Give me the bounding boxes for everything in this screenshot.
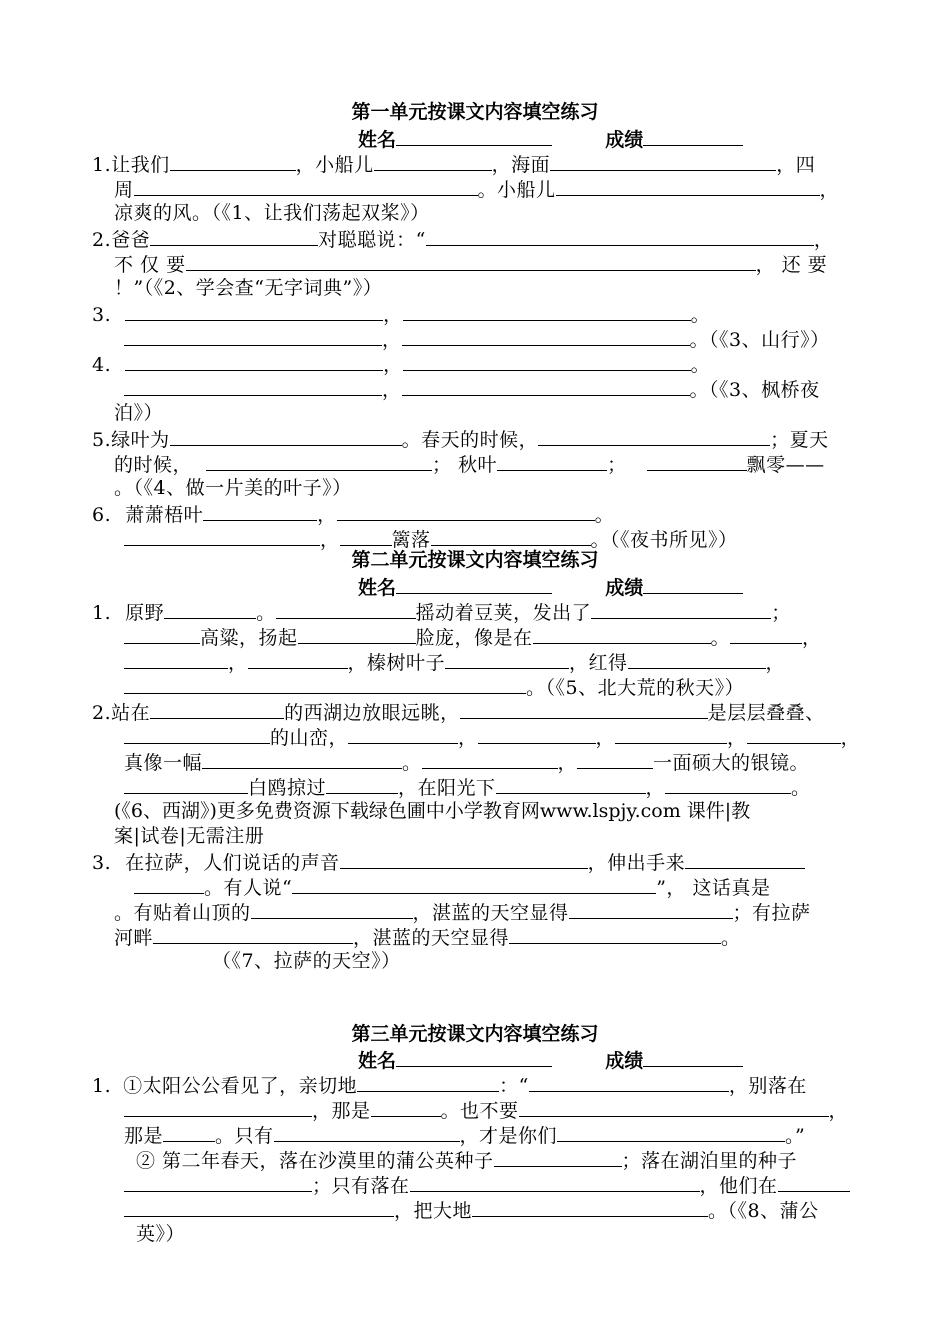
u1-q3-line1 xyxy=(92,301,710,328)
score-blank[interactable] xyxy=(643,126,743,146)
fill-blank[interactable] xyxy=(494,1147,622,1167)
text: 白鸥掠过 xyxy=(248,777,327,799)
u1-q4-line1 xyxy=(92,351,710,378)
fill-blank[interactable] xyxy=(340,849,588,869)
name-blank[interactable] xyxy=(396,126,552,146)
u2-q3-line3 xyxy=(114,899,811,926)
fill-blank[interactable] xyxy=(164,599,256,619)
text: 泊》） xyxy=(114,402,164,424)
text: 。 xyxy=(690,354,711,376)
fill-blank[interactable] xyxy=(124,376,382,396)
fill-blank[interactable] xyxy=(153,924,353,944)
text: 河畔 xyxy=(114,927,154,949)
text: 的西湖边放眼远眺， xyxy=(284,702,460,724)
fill-blank[interactable] xyxy=(402,326,690,346)
fill-blank[interactable] xyxy=(497,451,607,471)
text: ， xyxy=(320,529,340,551)
text: ：“ xyxy=(499,1075,529,1097)
text: 。也不要 xyxy=(440,1100,519,1122)
text: 凉爽的风。（《1、让我们荡起双桨》） xyxy=(114,202,430,224)
text: ② 第二年春天，落在沙漠里的蒲公英种子 xyxy=(136,1150,494,1172)
fill-blank[interactable] xyxy=(357,1072,499,1092)
fill-blank[interactable] xyxy=(124,674,526,694)
text: ，那是 xyxy=(312,1100,371,1122)
fill-blank[interactable] xyxy=(591,599,771,619)
score-blank[interactable] xyxy=(643,574,743,594)
u2-q2-line5 xyxy=(114,799,750,824)
u2-q2-line2 xyxy=(124,724,860,751)
name-label: 姓名 xyxy=(358,577,397,599)
text: ；有拉萨 xyxy=(732,902,811,924)
name-blank[interactable] xyxy=(396,1047,552,1067)
name-label: 姓名 xyxy=(358,129,397,151)
fill-blank[interactable] xyxy=(422,749,558,769)
fill-blank[interactable] xyxy=(203,501,317,521)
text: ，红得 xyxy=(569,652,628,674)
text: ， xyxy=(228,652,248,674)
score-blank[interactable] xyxy=(643,1047,743,1067)
text: ， xyxy=(382,329,402,351)
text: 篱落 xyxy=(391,529,431,551)
fill-blank[interactable] xyxy=(529,1072,729,1092)
text: 。只有 xyxy=(215,1125,274,1147)
fill-blank[interactable] xyxy=(445,649,569,669)
text: 那是 xyxy=(124,1125,164,1147)
question-number: 1. xyxy=(92,602,112,624)
text: 。有贴着山顶的 xyxy=(114,902,251,924)
text: ；夏天 xyxy=(770,429,829,451)
score-label: 成绩 xyxy=(605,129,644,151)
u3-q1-line4 xyxy=(136,1147,797,1174)
fill-blank[interactable] xyxy=(248,649,348,669)
fill-blank[interactable] xyxy=(124,1172,312,1192)
text: 周 xyxy=(114,179,134,201)
text: 对聪聪说：“ xyxy=(318,229,426,251)
text: 。 xyxy=(791,777,811,799)
fill-blank[interactable] xyxy=(124,1097,312,1117)
text: 。（《夜书所见》） xyxy=(590,529,738,551)
text: 英》） xyxy=(136,1223,186,1245)
fill-blank[interactable] xyxy=(337,501,595,521)
unit2-name-score-row xyxy=(358,574,743,601)
question-number: 4. xyxy=(92,354,112,376)
text: ； xyxy=(607,454,627,476)
fill-blank[interactable] xyxy=(647,451,747,471)
fill-blank[interactable] xyxy=(170,151,296,171)
text: ， xyxy=(383,304,403,326)
text: ，才是你们 xyxy=(459,1125,558,1147)
fill-blank[interactable] xyxy=(628,649,766,669)
text: ， xyxy=(458,727,478,749)
text: 摇动着豆荚，发出了 xyxy=(415,602,592,624)
fill-blank[interactable] xyxy=(134,176,478,196)
fill-blank[interactable] xyxy=(340,526,392,546)
u2-q2-line1 xyxy=(92,699,825,726)
text: ， xyxy=(813,229,834,251)
u2-q3-line1 xyxy=(92,849,805,876)
u3-q1-line3 xyxy=(124,1122,805,1149)
text: 。 xyxy=(594,504,615,526)
question-number: 2. xyxy=(92,702,112,724)
u2-q2-line6 xyxy=(114,824,264,849)
fill-blank[interactable] xyxy=(124,774,248,794)
fill-blank[interactable] xyxy=(509,924,721,944)
u2-q2-line3 xyxy=(124,749,809,776)
text: 站在 xyxy=(111,702,151,724)
text: ， xyxy=(727,727,747,749)
fill-blank[interactable] xyxy=(730,624,802,644)
u1-q2-line1 xyxy=(92,226,833,253)
fill-blank[interactable] xyxy=(665,774,791,794)
text: 的山峦， xyxy=(270,727,349,749)
text: 原野 xyxy=(125,602,165,624)
text: ， xyxy=(819,179,840,201)
u1-q5-line1 xyxy=(92,426,829,453)
text: 飘零—— xyxy=(746,454,825,476)
fill-blank[interactable] xyxy=(298,624,416,644)
text: 。 xyxy=(710,627,731,649)
score-label: 成绩 xyxy=(605,577,644,599)
fill-blank[interactable] xyxy=(569,899,733,919)
u1-q1-line3 xyxy=(114,201,430,226)
fill-blank[interactable] xyxy=(538,426,770,446)
fill-blank[interactable] xyxy=(550,151,776,171)
text: ， xyxy=(317,504,337,526)
name-blank[interactable] xyxy=(396,574,552,594)
text: 是层层叠叠、 xyxy=(707,702,825,724)
text: ，榛树叶子 xyxy=(347,652,446,674)
u1-q5-line2 xyxy=(114,451,825,478)
fill-blank[interactable] xyxy=(124,526,320,546)
text: 让我们 xyxy=(111,154,170,176)
u3-q1-line1 xyxy=(92,1072,807,1099)
text: ①太阳公公看见了，亲切地 xyxy=(123,1075,358,1097)
text: 萧萧梧叶 xyxy=(125,504,204,526)
text: 。（《5、北大荒的秋天》） xyxy=(526,677,745,699)
fill-blank[interactable] xyxy=(206,451,432,471)
text: ！”（《2、学会查“无字词典”》） xyxy=(114,277,383,299)
fill-blank[interactable] xyxy=(556,176,820,196)
text: 。有人说“ xyxy=(204,877,293,899)
text: （《7、拉萨的天空》） xyxy=(212,950,401,972)
question-number: 6. xyxy=(92,504,112,526)
text: ， xyxy=(645,777,666,799)
fill-blank[interactable] xyxy=(292,874,656,894)
text: 。 xyxy=(402,752,422,774)
text: ，他们在 xyxy=(699,1175,778,1197)
text: 不 仅 要 xyxy=(114,254,186,276)
fill-blank[interactable] xyxy=(374,151,492,171)
text: ，在阳光下 xyxy=(398,777,496,799)
fill-blank[interactable] xyxy=(403,301,691,321)
text: ”， 这话真是 xyxy=(656,877,771,899)
text: ， xyxy=(828,1100,849,1122)
text: ， xyxy=(382,379,402,401)
text: ，把大地 xyxy=(394,1200,473,1222)
fill-blank[interactable] xyxy=(402,376,690,396)
text: 。 xyxy=(690,304,711,326)
fill-blank[interactable] xyxy=(557,1122,785,1142)
question-number: 5. xyxy=(92,429,112,451)
u2-q2-line4 xyxy=(124,774,811,801)
u3-q1-line2 xyxy=(124,1097,848,1124)
unit3-title: 第三单元按课文内容填空练习 xyxy=(351,1023,599,1045)
name-label: 姓名 xyxy=(358,1050,397,1072)
fill-blank[interactable] xyxy=(125,351,383,371)
fill-blank[interactable] xyxy=(778,1172,850,1192)
text: (《6、西湖》)更多免费资源下载绿色圃中小学教育网www.lspjy.com 课件|教 xyxy=(114,800,751,822)
u2-q1-line2 xyxy=(124,624,822,651)
fill-blank[interactable] xyxy=(685,849,805,869)
fill-blank[interactable] xyxy=(251,899,413,919)
fill-blank[interactable] xyxy=(577,749,653,769)
text: 。” xyxy=(785,1125,806,1147)
text: ，海面 xyxy=(491,154,551,176)
u1-q2-line3 xyxy=(114,276,382,301)
text: ， xyxy=(840,727,861,749)
question-number: 3. xyxy=(92,304,112,326)
fill-blank[interactable] xyxy=(431,526,591,546)
text: ，四 xyxy=(776,154,816,176)
text: 。（《8、蒲公 xyxy=(708,1200,819,1222)
text: ；只有落在 xyxy=(312,1175,410,1197)
text: ， xyxy=(802,627,822,649)
u1-q2-line2 xyxy=(114,251,827,278)
text: ， 还 要 xyxy=(755,254,828,276)
text: 案|试卷|无需注册 xyxy=(114,825,265,847)
text: 真像一幅 xyxy=(124,752,203,774)
fill-blank[interactable] xyxy=(533,624,711,644)
fill-blank[interactable] xyxy=(478,724,596,744)
u2-q3-line4 xyxy=(114,924,741,951)
u1-q1-line2 xyxy=(114,176,839,203)
text: ， xyxy=(383,354,403,376)
u2-q3-line5 xyxy=(212,949,401,974)
fill-blank[interactable] xyxy=(124,724,270,744)
fill-blank[interactable] xyxy=(747,724,841,744)
unit1-name-score-row xyxy=(358,126,743,153)
text: ， xyxy=(595,727,616,749)
text: ，别落在 xyxy=(728,1075,807,1097)
fill-blank[interactable] xyxy=(371,1097,441,1117)
u2-q1-line3 xyxy=(124,649,785,676)
fill-blank[interactable] xyxy=(410,1172,700,1192)
u3-q1-line5 xyxy=(124,1172,850,1199)
u3-q1-line7 xyxy=(136,1222,185,1247)
fill-blank[interactable] xyxy=(519,1097,829,1117)
text: 的时候， xyxy=(114,454,193,476)
text: 。 xyxy=(256,602,276,624)
text: 。（《3、枫桥夜 xyxy=(689,379,820,401)
fill-blank[interactable] xyxy=(124,326,382,346)
fill-blank[interactable] xyxy=(124,649,228,669)
unit1-title: 第一单元按课文内容填空练习 xyxy=(351,101,599,123)
text: 绿叶为 xyxy=(111,429,170,451)
text: 。 xyxy=(721,927,741,949)
text: 。小船儿 xyxy=(477,179,556,201)
fill-blank[interactable] xyxy=(326,774,398,794)
fill-blank[interactable] xyxy=(163,1122,215,1142)
fill-blank[interactable] xyxy=(150,226,318,246)
u3-q1-line6 xyxy=(124,1197,819,1224)
unit3-name-score-row xyxy=(358,1047,743,1074)
u1-q5-line3 xyxy=(114,476,352,501)
text: ， xyxy=(557,752,578,774)
text: 高粱，扬起 xyxy=(200,627,298,649)
fill-blank[interactable] xyxy=(202,749,402,769)
question-number: 2. xyxy=(92,229,112,251)
text: 一面硕大的银镜。 xyxy=(653,752,810,774)
fill-blank[interactable] xyxy=(348,724,458,744)
fill-blank[interactable] xyxy=(124,624,200,644)
u1-q3-line2 xyxy=(124,326,830,353)
text: 。（《3、山行》） xyxy=(689,329,830,351)
fill-blank[interactable] xyxy=(615,724,727,744)
u2-q1-line1 xyxy=(92,599,791,626)
text: 爸爸 xyxy=(111,229,151,251)
text: 脸庞，像是在 xyxy=(415,627,533,649)
fill-blank[interactable] xyxy=(274,1122,460,1142)
text: 在拉萨，人们说话的声音 xyxy=(125,852,340,874)
u2-q3-line2 xyxy=(124,874,770,901)
fill-blank[interactable] xyxy=(186,251,756,271)
fill-blank[interactable] xyxy=(460,699,708,719)
fill-blank[interactable] xyxy=(276,599,416,619)
text: ，湛蓝的天空显得 xyxy=(353,927,510,949)
fill-blank[interactable] xyxy=(134,874,204,894)
fill-blank[interactable] xyxy=(170,426,402,446)
text: ， xyxy=(765,652,786,674)
fill-blank[interactable] xyxy=(472,1197,708,1217)
score-label: 成绩 xyxy=(605,1050,644,1072)
unit2-title: 第二单元按课文内容填空练习 xyxy=(351,549,599,571)
fill-blank[interactable] xyxy=(403,351,691,371)
text: ，小船儿 xyxy=(295,154,374,176)
question-number: 1. xyxy=(92,1075,112,1097)
fill-blank[interactable] xyxy=(124,1197,394,1217)
text: ，湛蓝的天空显得 xyxy=(412,902,569,924)
text: ，伸出手来 xyxy=(587,852,686,874)
text: ； 秋叶 xyxy=(432,454,498,476)
text: 。春天的时候， xyxy=(401,429,539,451)
u1-q6-line1 xyxy=(92,501,614,528)
fill-blank[interactable] xyxy=(150,699,284,719)
text: ；落在湖泊里的种子 xyxy=(621,1150,798,1172)
question-number: 1. xyxy=(92,154,112,176)
fill-blank[interactable] xyxy=(426,226,814,246)
u1-q4-line2 xyxy=(124,376,820,403)
question-number: 3. xyxy=(92,852,112,874)
u1-q4-line3 xyxy=(114,401,163,426)
u2-q1-line4 xyxy=(124,674,744,701)
u1-q1-line1 xyxy=(92,151,815,178)
fill-blank[interactable] xyxy=(125,301,383,321)
text: ； xyxy=(771,602,791,624)
text: 。（《4、做一片美的叶子》） xyxy=(114,477,352,499)
fill-blank[interactable] xyxy=(496,774,646,794)
